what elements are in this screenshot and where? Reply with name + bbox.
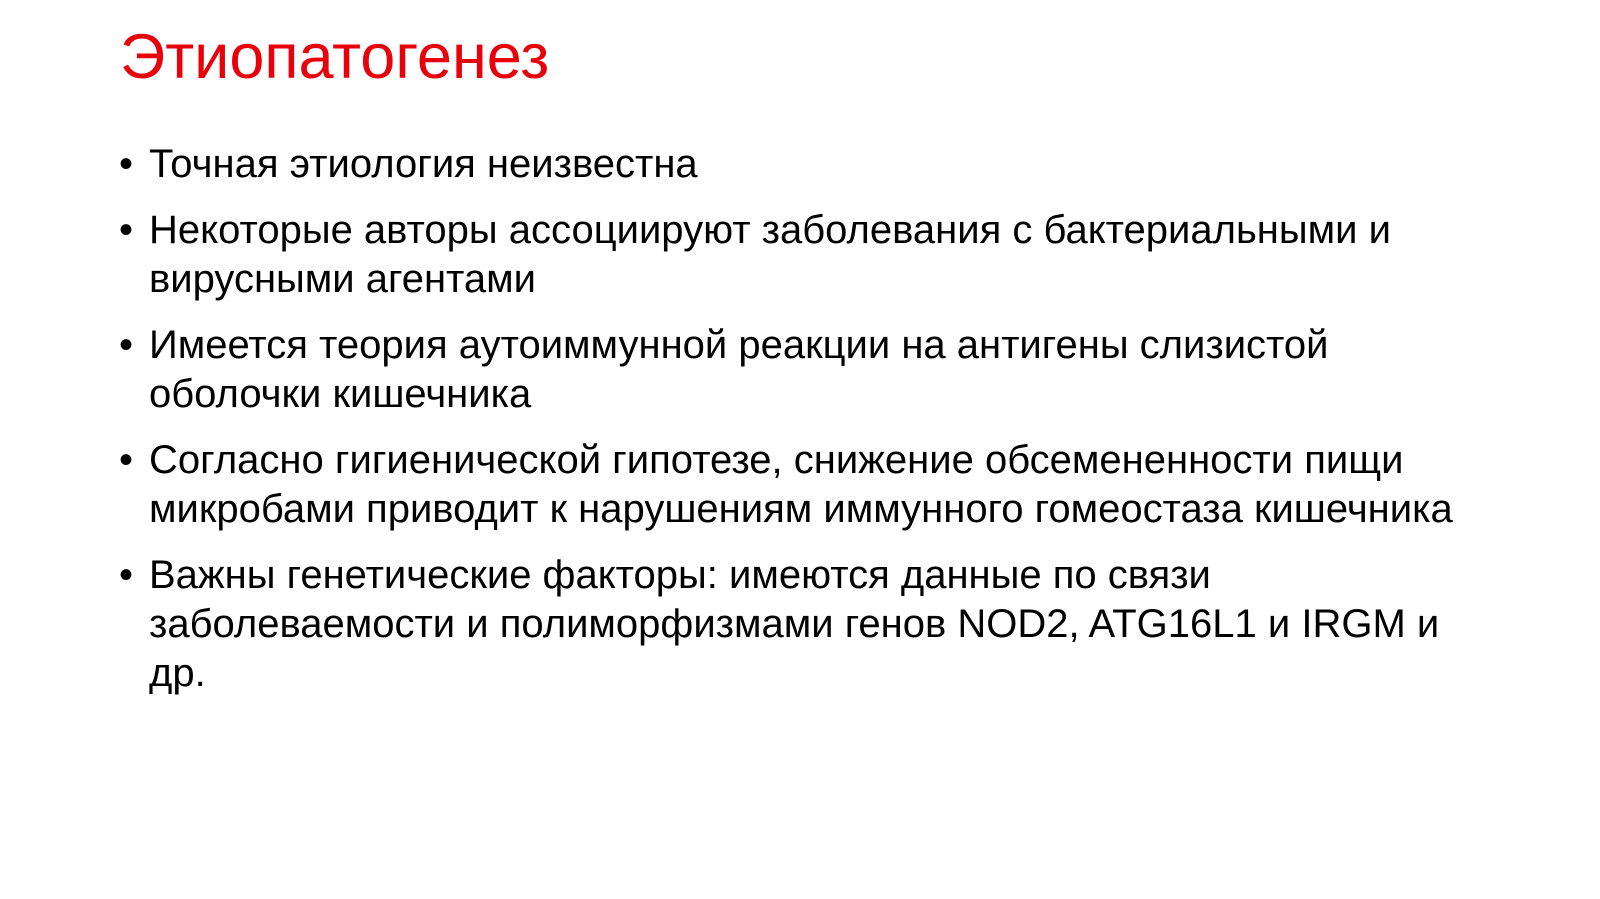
bullet-item [115, 551, 1485, 698]
bullet-icon: • [118, 208, 133, 252]
bullet-text: Некоторые авторы ассоциируют заболевания с бактериальными и вирусными агентами [149, 208, 1391, 301]
bullet-item [115, 321, 1485, 419]
bullet-icon: • [118, 142, 133, 186]
bullet-item [115, 140, 1485, 189]
slide-title: Этиопатогенез [120, 22, 550, 92]
bullet-text: Имеется теория аутоиммунной реакции на антигены слизистой оболочки кишечника [149, 323, 1329, 416]
bullet-text: Важны генетические факторы: имеются данные по связи заболеваемости и полиморфизмами генов NOD2, ATG16L1 и IRGM и др. [149, 553, 1440, 695]
bullet-icon: • [118, 438, 133, 482]
bullet-icon: • [118, 323, 133, 367]
bullet-text: Согласно гигиенической гипотезе, снижение обсемененности пищи микробами приводит к нарушениям иммунного гомеостаза кишечника [149, 438, 1453, 531]
bullet-text: Точная этиология неизвестна [149, 142, 698, 186]
bullet-item [115, 206, 1485, 304]
bullet-list [115, 140, 1485, 715]
bullet-icon: • [118, 553, 133, 597]
bullet-item [115, 436, 1485, 534]
